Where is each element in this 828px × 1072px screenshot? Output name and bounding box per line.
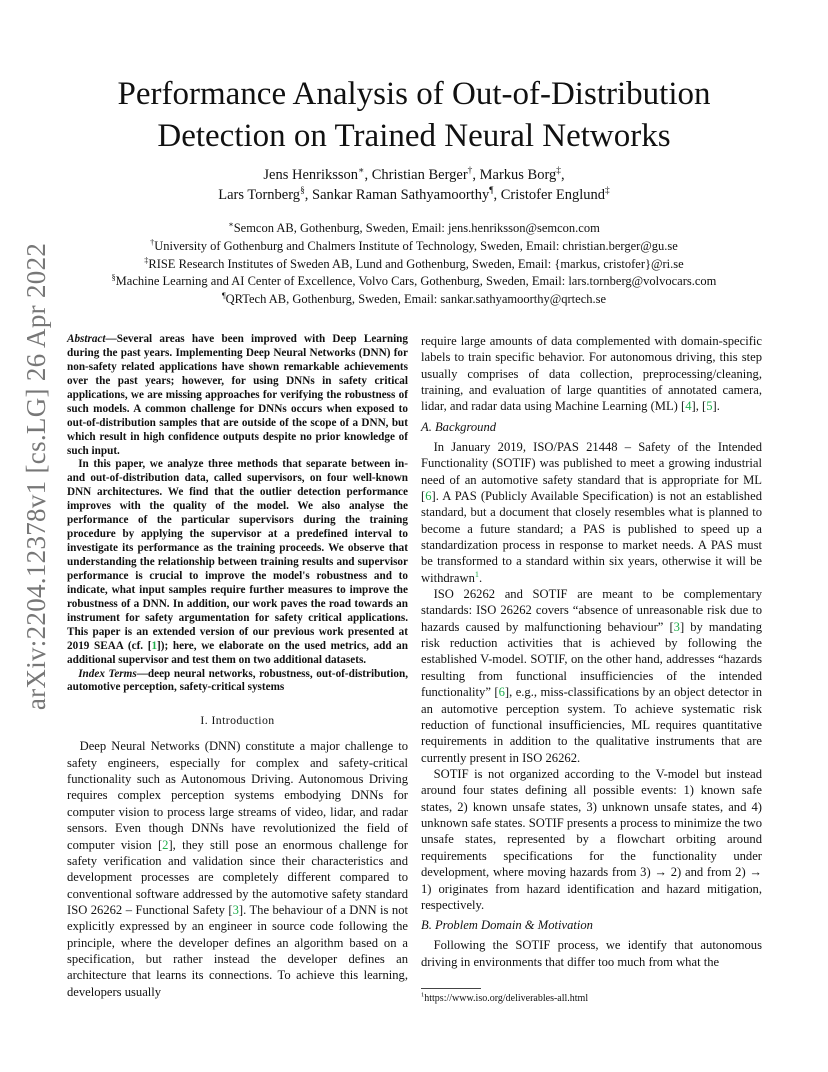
footnote-link[interactable]: 1 <box>474 569 479 579</box>
footnote-url[interactable]: https://www.iso.org/deliverables-all.html <box>424 992 589 1004</box>
affiliation-3-mark: ‡ <box>144 255 149 265</box>
cont-text-c: ]. <box>712 399 720 414</box>
citation-link[interactable]: 3 <box>232 902 239 917</box>
citation-link[interactable]: 2 <box>162 837 169 852</box>
index-terms <box>67 668 408 696</box>
affiliation-1-text: Semcon AB, Gothenburg, Sweden, Email: jens.henriksson@semcon.com <box>233 221 600 235</box>
affiliation-3 <box>64 256 764 274</box>
citation-link[interactable]: 4 <box>685 399 692 414</box>
subsection-heading-background: A. Background <box>421 419 497 434</box>
section-heading-introduction: I. Introduction <box>200 713 275 728</box>
title-line-1: Performance Analysis of Out-of-Distribution <box>117 76 711 112</box>
footnote-mark: 1 <box>421 991 425 999</box>
footnote-rule <box>421 988 481 989</box>
affiliation-1 <box>64 220 764 238</box>
intro-text-c: ]. The behaviour of a DNN is not explicitly expressed by an engineer in source code following the principle, where the developer defines an algorithm based on a specification, but rather instead the developer defines an architecture that learns its connections. To achieve this learning, developers usually <box>67 902 408 999</box>
background-paragraph-1 <box>421 439 762 586</box>
affiliation-5-mark: ¶ <box>221 290 226 300</box>
intro-text-b: ], they still pose an enormous challenge for safety verification and validation since their characteristics and development processes are completely different compared to conventional software addressed by the automotive safety standard ISO 26262 – Functional Safety [ <box>67 837 409 917</box>
continued-paragraph <box>421 333 762 415</box>
arxiv-id-text: arXiv:2204.12378v1 [cs.LG] 26 Apr 2022 <box>21 242 52 710</box>
background-paragraph-2 <box>421 586 762 766</box>
affiliation-2 <box>64 238 764 256</box>
affiliation-4-text: Machine Learning and AI Center of Excellence, Volvo Cars, Gothenburg, Sweden, Email: lars.tornberg@volvocars.com <box>115 274 717 289</box>
citation-link[interactable]: 5 <box>706 399 713 414</box>
affiliation-5 <box>64 291 764 309</box>
affiliation-list <box>64 220 764 309</box>
bg-text-2a: ISO 26262 and SOTIF are meant to be complementary standards: ISO 26262 covers “absence of unreasonable risk due to hazards caused by malfunctioning behaviour” [ <box>421 587 762 634</box>
arxiv-identifier <box>12 236 62 716</box>
intro-text-a: Deep Neural Networks (DNN) constitute a major challenge to safety engineers, especially for complex and safety-critical functionality such as Autonomous Driving. Autonomous Driving requires complex perception systems embodying DNNs for computer vision to process large streams of video, lidar, and radar sensors. Even though DNNs have revolutionized the field of computer vision [ <box>67 739 408 852</box>
index-terms-text: —deep neural networks, robustness, out-of-distribution, automotive perception, safety-critical systems <box>67 667 408 694</box>
abstract-label: Abstract <box>67 333 106 345</box>
problem-paragraph-1: Following the SOTIF process, we identify that autonomous driving in environments that differ too much from what the <box>421 938 762 969</box>
abstract-text-1: —Several areas have been improved with Deep Learning during the past years. Implementing Deep Neural Networks (DNN) for non-safety related applications have shown remarkable achievements over the past years; however, for using DNNs in safety critical applications, we are missing approaches for verifying the robustness of such models. A common challenge for DNNs occurs when exposed to out-of-distribution samples that are outside of the scope of a DNN, but which result in high confidence outputs despite no prior knowledge of such input. <box>67 333 408 457</box>
intro-paragraph-1 <box>67 738 408 1000</box>
author-6: Cristofer Englund <box>500 186 606 203</box>
author-4-mark: § <box>300 185 305 196</box>
citation-link[interactable]: 6 <box>498 685 505 700</box>
affiliation-4 <box>64 273 764 291</box>
affiliation-5-text: QRTech AB, Gothenburg, Sweden, Email: sankar.sathyamoorthy@qrtech.se <box>225 292 607 306</box>
footnote <box>421 993 762 1004</box>
author-3: Markus Borg <box>479 167 557 183</box>
affiliation-3-text: RISE Research Institutes of Sweden AB, Lund and Gothenburg, Sweden, Email: {markus, cristofer}@ri.se <box>148 256 684 271</box>
author-6-mark: ‡ <box>605 185 610 196</box>
author-3-mark: ‡ <box>556 166 561 177</box>
author-5-mark: ¶ <box>489 185 494 196</box>
abstract-text-2a: In this paper, we analyze three methods that separate between in- and out-of-distribution data, called supervisors, on four well-known DNN architectures. We find that the outlier detection performance improves with the quality of the model. We also analyse the performance of the particular supervisors during the training procedure by applying the supervisor at a predefined interval to investigate its performance as the training proceeds. We observe that understanding the relationship between training results and supervisor performance is crucial to improve the model's robustness and to indicate, what input samples require further measures to improve the robustness of a DNN. In addition, our work paves the road towards an instrument for safety argumentation for safety critical applications. This paper is an extended version of our previous work presented at 2019 SEAA (cf. [ <box>67 458 408 652</box>
abstract-paragraph-2 <box>67 458 408 667</box>
bg-text-2c: ], e.g., miss-classifications by an object detector in an automotive perception system. To achieve systematic risk reduction of functional insufficiencies, ML requires quantitative requirements in addition to the qualitative instruments that are currently present in ISO 26262. <box>421 685 762 765</box>
author-5: Sankar Raman Sathyamoorthy <box>312 186 490 203</box>
right-column <box>421 333 762 1004</box>
author-4: Lars Tornberg <box>218 186 301 203</box>
bg-text-2b: ] by mandating risk reduction activities that is achieved by following the established V-model. SOTIF, on the other hand, addresses “hazards resulting from functional insufficiencies of the intended functionality” [ <box>421 619 762 700</box>
citation-link[interactable]: 1 <box>151 639 158 652</box>
abstract-text-2b: ]); here, we elaborate on the used metrics, add an additional supervisor and test them on two additional datasets. <box>67 639 408 666</box>
author-line-2: Lars Tornberg§, Sankar Raman Sathyamoorthy¶, Cristofer Englund‡ <box>218 185 610 203</box>
cont-text-a: require large amounts of data complemented with domain-specific labels to train specific behavior. For autonomous driving, this step usually comprises of data collection, preprocessing/cleaning, training, and evaluation of large quantities of annotated camera, lidar, and radar data using Machine Learning (ML) [ <box>421 334 762 414</box>
bg-text-1b: ]. A PAS (Publicly Available Specification) is not an established standard, but a document that closely resembles what is planned to become a future standard; a PAS is published to speed up a standardization process in response to market needs. A PAS must be transformed to a standard within six years, otherwise it will be withdrawn <box>421 488 762 585</box>
cont-text-b: ], [ <box>691 399 707 414</box>
author-1-mark: ∗ <box>358 166 365 177</box>
affiliation-2-text: University of Gothenburg and Chalmers Institute of Technology, Sweden, Email: christian.berger@gu.se <box>154 238 678 253</box>
left-column <box>67 333 408 1000</box>
background-paragraph-3: SOTIF is not organized according to the V-model but instead around four states defining all possible events: 1) known safe states, 2) known unsafe states, 3) unknown unsafe states, and 4) unknown safe states. SOTIF presents a process to minimize the two unsafe states, represented by a flowchart orbiting around requirements specifications for the functionality under development, where moving hazards from 3) → 2) and from 2) → 1) originates from hazard identification and hazard mitigation, respectively. <box>421 766 763 912</box>
author-line-1: Jens Henriksson∗, Christian Berger†, Markus Borg‡, <box>263 166 565 183</box>
index-terms-label: Index Terms <box>78 667 137 680</box>
affiliation-4-mark: § <box>111 273 116 283</box>
bg-text-1a: In January 2019, ISO/PAS 21448 – Safety of the Intended Functionality (SOTIF) was published to meet a growing industrial need of an automotive safety standard that is appropriate for ML [ <box>421 439 762 503</box>
author-2: Christian Berger <box>371 167 468 183</box>
bg-text-1c: . <box>478 570 483 585</box>
affiliation-1-mark: ∗ <box>228 219 234 229</box>
paper-title <box>64 74 764 158</box>
author-list <box>64 166 764 205</box>
author-2-mark: † <box>467 166 473 177</box>
citation-link[interactable]: 3 <box>673 619 680 634</box>
author-1: Jens Henriksson <box>263 167 359 183</box>
affiliation-2-mark: † <box>150 237 155 247</box>
abstract-paragraph-1 <box>67 333 408 458</box>
subsection-heading-problem-domain: B. Problem Domain & Motivation <box>421 918 593 933</box>
title-line-2: Detection on Trained Neural Networks <box>157 117 671 154</box>
citation-link[interactable]: 6 <box>425 488 432 503</box>
